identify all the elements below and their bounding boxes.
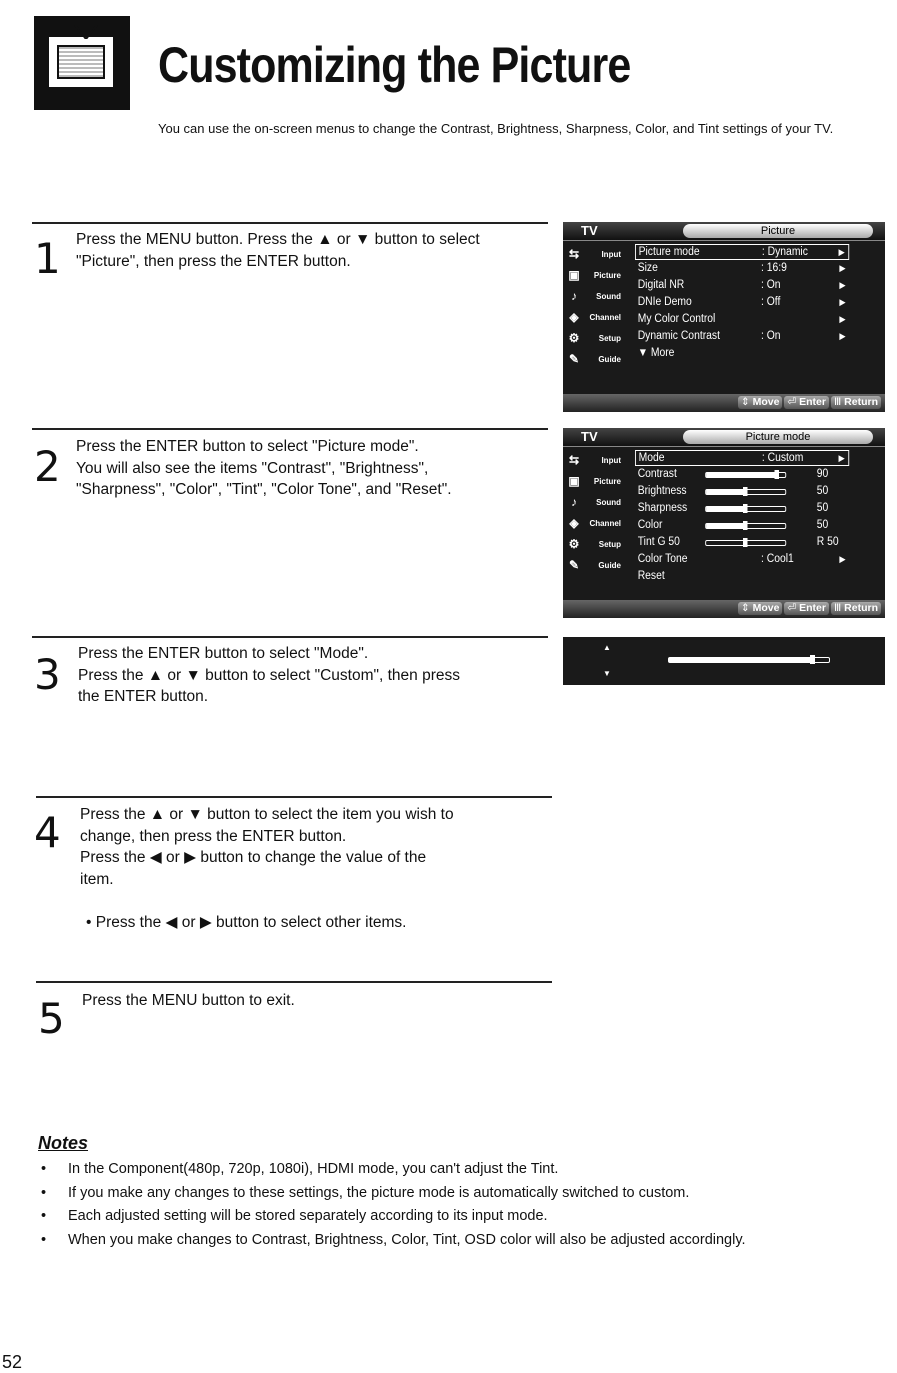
row-label: My Color Control	[637, 313, 716, 325]
arrow-right-icon: ▶	[839, 314, 846, 324]
row-label: Sharpness	[637, 502, 688, 514]
row-value: 90	[816, 468, 829, 480]
tv-icon	[57, 45, 105, 79]
slider-knob	[743, 521, 748, 530]
side-label: Sound	[596, 498, 621, 507]
osd-side-guide	[563, 555, 631, 576]
step-line: Press the ENTER button to select "Mode".	[78, 645, 369, 662]
menu-row-dynamic-contrast	[635, 328, 849, 345]
sound-icon: ♪	[571, 289, 577, 303]
row-value: : Custom	[761, 452, 804, 464]
osd-menu-list	[635, 450, 873, 585]
slider-row-sharpness	[635, 500, 849, 517]
row-label: Brightness	[637, 485, 687, 497]
osd-side-sound	[563, 286, 631, 307]
osd-side-picture	[563, 471, 631, 492]
page-title: Customizing the Picture	[158, 37, 631, 93]
picture-icon: ▣	[568, 268, 580, 282]
arrow-right-icon: ▶	[839, 331, 846, 341]
menu-row-digital-nr	[635, 277, 849, 294]
row-label: Reset	[637, 570, 665, 582]
side-label: Guide	[598, 561, 621, 570]
slider-track	[705, 506, 786, 512]
note-item: • If you make any changes to these settings, the picture mode is automatically switched to custom.	[38, 1182, 868, 1206]
row-label: Contrast	[637, 468, 677, 480]
arrow-right-icon: ▶	[838, 453, 845, 463]
step-number: 1	[34, 234, 61, 283]
row-value: 50	[816, 502, 829, 514]
row-value: : Off	[761, 296, 781, 308]
step-number: 2	[34, 442, 61, 491]
step-line: item.	[80, 870, 114, 888]
row-label: Size	[637, 262, 658, 274]
step-line: "Picture", then press the ENTER button.	[76, 252, 351, 270]
step-line: Press the ▲ or ▼ button to select the item you wish to	[80, 806, 454, 823]
adjustment-slider-screen	[563, 637, 885, 685]
osd-sidebar	[563, 244, 631, 370]
arrow-right-icon: ▶	[839, 280, 846, 290]
sound-icon: ♪	[571, 495, 577, 509]
row-label: Dynamic Contrast	[637, 330, 720, 342]
osd-title-bar	[563, 222, 885, 241]
step-line: Press the ▲ or ▼ button to select "Custom", then press	[78, 666, 460, 684]
guide-icon: ✎	[568, 352, 580, 366]
setup-icon: ⚙	[568, 537, 580, 551]
side-label: Channel	[589, 519, 621, 528]
step-4-text	[80, 804, 560, 934]
move-label: Move	[752, 602, 780, 614]
slider-row-contrast	[635, 466, 849, 483]
osd-tv-label: TV	[581, 223, 598, 238]
step-bullet-text: Press the ◀ or ▶ button to select other items.	[95, 914, 407, 931]
menu-row-my-color-control	[635, 311, 849, 328]
row-value: : 16:9	[761, 262, 787, 274]
row-label: DNIe Demo	[637, 296, 692, 308]
menu-row-mode	[635, 450, 849, 466]
slider-track	[668, 657, 830, 663]
side-label: Picture	[593, 271, 621, 280]
return-hint: Ⅲ Return	[831, 602, 881, 615]
step-bullet: • Press the ◀ or ▶ button to select other items.	[86, 914, 407, 931]
osd-menu-list	[635, 244, 873, 362]
side-label: Input	[601, 250, 621, 259]
antenna-icon	[71, 25, 101, 39]
guide-icon: ✎	[568, 558, 580, 572]
up-arrow-icon: ▲	[603, 643, 611, 652]
osd-side-input	[563, 450, 631, 471]
arrow-right-icon: ▶	[839, 263, 846, 273]
divider	[36, 796, 552, 798]
slider-fill	[706, 490, 746, 494]
step-3-text	[78, 643, 558, 708]
slider-row-brightness	[635, 483, 849, 500]
enter-hint: ⏎ Enter	[784, 396, 829, 409]
step-line: the ENTER button.	[78, 688, 209, 705]
notes-list	[38, 1158, 868, 1252]
slider-knob	[743, 538, 748, 547]
side-label: Setup	[598, 540, 621, 549]
menu-row-dnie-demo	[635, 294, 849, 311]
row-value: 50	[816, 485, 829, 497]
osd-title-bar	[563, 428, 885, 447]
picture-menu-screen	[563, 222, 885, 412]
slider-row-color	[635, 517, 849, 534]
slider-track	[705, 540, 786, 546]
slider-track	[705, 523, 786, 529]
osd-footer	[563, 394, 885, 412]
osd-side-setup	[563, 328, 631, 349]
slider-row-tint	[635, 534, 849, 551]
side-label: Channel	[589, 313, 621, 322]
row-label: Color	[637, 519, 663, 531]
slider-fill	[706, 473, 777, 477]
menu-row-more	[635, 345, 849, 362]
enter-label: Enter	[799, 396, 826, 408]
osd-footer	[563, 600, 885, 618]
row-value: : Cool1	[761, 553, 794, 565]
slider-knob	[810, 655, 815, 664]
return-hint: Ⅲ Return	[831, 396, 881, 409]
page-number: 52	[2, 1352, 23, 1372]
row-label: ▼ More	[637, 347, 675, 359]
row-value: R 50	[816, 536, 839, 548]
section-tv-logo	[34, 16, 130, 110]
enter-hint: ⏎ Enter	[784, 602, 829, 615]
move-hint: ⇕ Move	[738, 396, 783, 409]
step-line: "Sharpness", "Color", "Tint", "Color Tone", and "Reset".	[76, 481, 452, 498]
divider	[32, 222, 548, 224]
slider-knob	[743, 487, 748, 496]
divider	[36, 981, 552, 983]
side-label: Picture	[593, 477, 621, 486]
menu-row-size	[635, 260, 849, 277]
row-value: 50	[816, 519, 829, 531]
arrow-right-icon: ▶	[839, 297, 846, 307]
slider-fill	[706, 524, 746, 528]
note-item: • Each adjusted setting will be stored separately according to its input mode.	[38, 1205, 868, 1229]
osd-tv-label: TV	[581, 429, 598, 444]
osd-title: Picture mode	[683, 430, 873, 444]
osd-side-input	[563, 244, 631, 265]
channel-icon: ◈	[569, 310, 579, 324]
menu-row-color-tone	[635, 551, 849, 568]
osd-side-guide	[563, 349, 631, 370]
slider-track	[705, 489, 786, 495]
osd-side-sound	[563, 492, 631, 513]
row-value: : On	[761, 330, 781, 342]
arrow-right-icon: ▶	[839, 554, 846, 564]
move-label: Move	[752, 396, 780, 408]
picture-mode-menu-screen	[563, 428, 885, 618]
step-line: Press the ENTER button to select "Picture mode".	[76, 438, 419, 455]
menu-row-picture-mode	[635, 244, 849, 260]
step-2-text	[76, 436, 556, 501]
side-label: Input	[601, 456, 621, 465]
divider	[32, 636, 548, 638]
step-line: change, then press the ENTER button.	[80, 827, 347, 845]
divider	[32, 428, 548, 430]
slider-track	[705, 472, 786, 478]
side-label: Setup	[598, 334, 621, 343]
osd-side-channel	[563, 513, 631, 534]
row-label: Color Tone	[637, 553, 688, 565]
picture-icon: ▣	[568, 474, 580, 488]
step-line: Press the ◀ or ▶ button to change the value of the	[80, 849, 427, 866]
row-label: Digital NR	[637, 279, 685, 291]
slider-fill	[669, 658, 813, 662]
row-value: : Dynamic	[761, 246, 808, 258]
channel-icon: ◈	[569, 516, 579, 530]
note-item: • In the Component(480p, 720p, 1080i), HDMI mode, you can't adjust the Tint.	[38, 1158, 868, 1182]
slider-fill	[706, 507, 746, 511]
osd-side-setup	[563, 534, 631, 555]
row-value: : On	[761, 279, 781, 291]
return-label: Return	[844, 396, 878, 408]
input-icon: ⇆	[568, 453, 580, 467]
return-label: Return	[844, 602, 878, 614]
step-1-text	[76, 229, 556, 272]
step-line: You will also see the items "Contrast", "Brightness",	[76, 459, 429, 477]
step-number: 5	[38, 994, 65, 1043]
step-number: 4	[34, 808, 61, 857]
slider-knob	[743, 504, 748, 513]
row-label: Tint G 50	[637, 536, 680, 548]
enter-label: Enter	[799, 602, 826, 614]
note-item: • When you make changes to Contrast, Brightness, Color, Tint, OSD color will also be adjusted accordingly.	[38, 1229, 868, 1253]
down-arrow-icon: ▼	[603, 669, 611, 678]
step-5-text	[82, 990, 562, 1012]
step-line: Press the MENU button to exit.	[82, 992, 295, 1009]
row-label: Mode	[638, 452, 665, 464]
step-line: Press the MENU button. Press the ▲ or ▼ button to select	[76, 231, 480, 248]
osd-title: Picture	[683, 224, 873, 238]
intro-text: You can use the on-screen menus to change the Contrast, Brightness, Sharpness, Color, and Tint settings of your TV.	[158, 121, 834, 136]
arrow-right-icon: ▶	[838, 247, 845, 257]
osd-sidebar	[563, 450, 631, 576]
osd-side-channel	[563, 307, 631, 328]
setup-icon: ⚙	[568, 331, 580, 345]
row-label: Picture mode	[638, 246, 700, 258]
side-label: Guide	[598, 355, 621, 364]
input-icon: ⇆	[568, 247, 580, 261]
step-number: 3	[34, 650, 61, 699]
menu-row-reset	[635, 568, 849, 585]
slider-knob	[775, 470, 780, 479]
move-hint: ⇕ Move	[738, 602, 783, 615]
osd-side-picture	[563, 265, 631, 286]
side-label: Sound	[596, 292, 621, 301]
notes-heading: Notes	[38, 1133, 89, 1153]
